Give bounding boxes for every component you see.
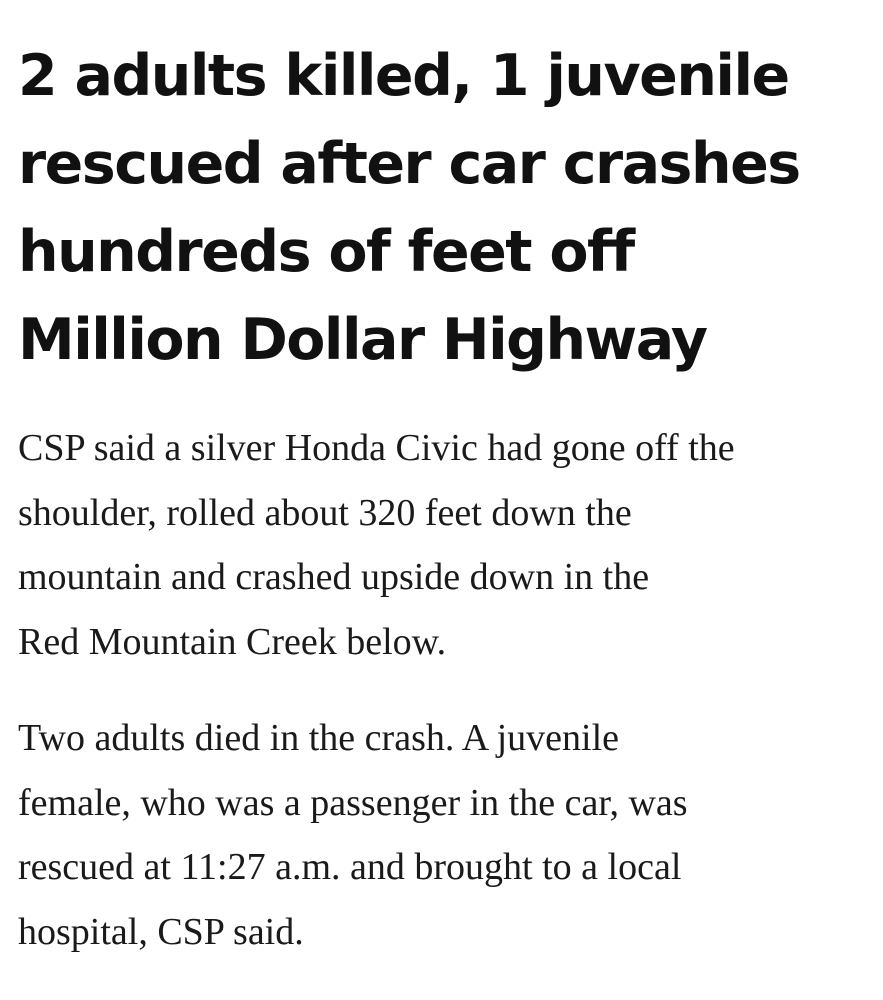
paragraph-line: female, who was a passenger in the car, was: [18, 781, 688, 824]
headline-line: rescued after car crashes: [18, 131, 800, 197]
headline-line: 2 adults killed, 1 juvenile: [18, 43, 789, 109]
paragraph-line: shoulder, rolled about 320 feet down the: [18, 491, 632, 534]
headline-line: Million Dollar Highway: [18, 307, 707, 373]
article: [18, 32, 870, 964]
paragraph-line: CSP said a silver Honda Civic had gone off the: [18, 427, 735, 469]
paragraph-line: Red Mountain Creek below.: [18, 620, 447, 663]
paragraph-line: hospital, CSP said.: [18, 910, 304, 953]
article-headline: [18, 32, 870, 384]
paragraph-line: Two adults died in the crash. A juvenile: [18, 717, 620, 759]
paragraph-line: rescued at 11:27 a.m. and brought to a local: [18, 846, 682, 888]
headline-line: hundreds of feet off: [18, 219, 634, 285]
article-paragraph-2: [18, 706, 870, 964]
article-paragraph-1: [18, 416, 870, 674]
paragraph-line: mountain and crashed upside down in the: [18, 556, 650, 598]
